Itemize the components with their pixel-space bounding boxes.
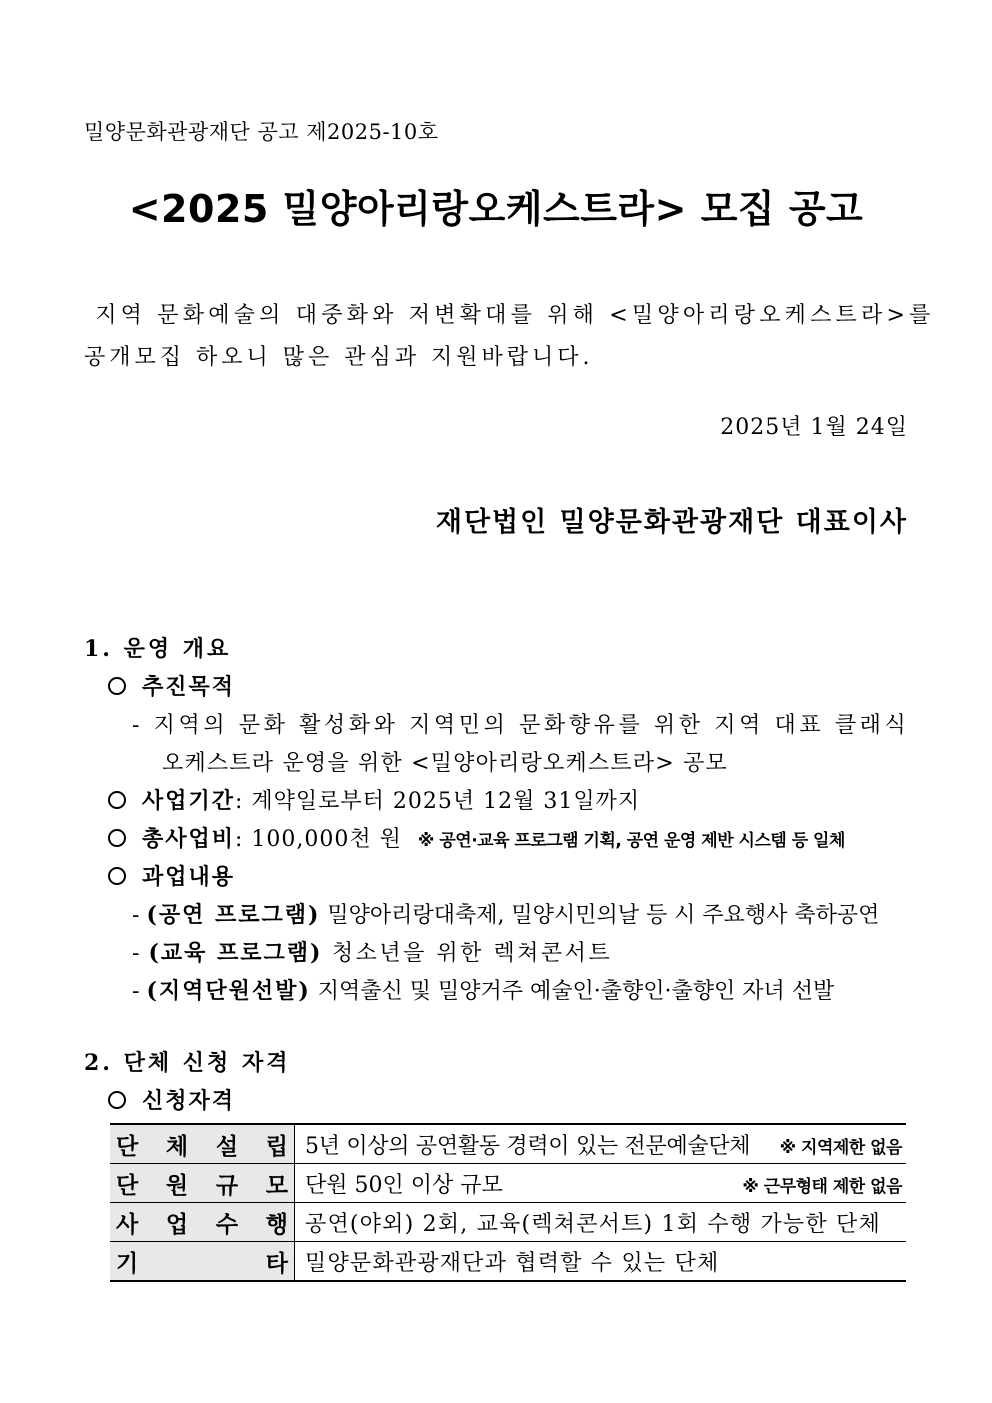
task-item-recruitment: - (지역단원선발) 지역출신 및 밀양거주 예술인·출향인·출향인 자녀 선발	[132, 978, 835, 1004]
row-value: 밀양문화관광재단과 협력할 수 있는 단체	[295, 1242, 907, 1282]
budget-note: ※ 공연·교육 프로그램 기획, 공연 운영 제반 시스템 등 일체	[417, 831, 845, 851]
purpose-text-line2: 오케스트라 운영을 위한 <밀양아리랑오케스트라> 공모	[162, 751, 728, 776]
purpose-label: 추진목적	[142, 674, 236, 700]
intro-text-line1: 지역 문화예술의 대중화와 저변확대를 위해 <밀양아리랑오케스트라>를	[95, 303, 935, 328]
purpose-text-line1: - 지역의 문화 활성화와 지역민의 문화향유를 위한 지역 대표 클래식	[132, 713, 910, 738]
budget-value: : 100,000천 원	[235, 827, 402, 852]
table-row	[110, 1164, 906, 1203]
period-value: : 계약일로부터 2025년 12월 31일까지	[235, 789, 641, 814]
circle-bullet-icon	[108, 1091, 126, 1109]
row-value: 5년 이상의 공연활동 경력이 있는 전문예술단체 ※ 지역제한 없음	[295, 1124, 907, 1164]
table-row	[110, 1242, 906, 1282]
notice-date: 2025년 1월 24일	[720, 415, 908, 440]
page-title: <2025 밀양아리랑오케스트라> 모집 공고	[128, 187, 864, 231]
circle-bullet-icon	[108, 867, 126, 885]
row-label: 단 체 설 립	[110, 1124, 295, 1164]
task-item-performance: - (공연 프로그램) 밀양아리랑대축제, 밀양시민의날 등 시 주요행사 축하공연	[132, 902, 880, 928]
bullet-qualification	[108, 1084, 235, 1115]
bullet-purpose	[108, 670, 235, 701]
issuer-name: 재단법인 밀양문화관광재단 대표이사	[435, 507, 908, 538]
bullet-tasks	[108, 860, 235, 891]
qualification-table	[110, 1123, 906, 1282]
section-heading-overview: 1. 운영 개요	[84, 636, 232, 662]
period-label: 사업기간	[142, 788, 236, 814]
circle-bullet-icon	[108, 791, 126, 809]
budget-label: 총사업비	[142, 826, 236, 852]
row-value: 공연(야외) 2회, 교육(렉쳐콘서트) 1회 수행 가능한 단체	[295, 1203, 907, 1242]
intro-text-line2: 공개모집 하오니 많은 관심과 지원바랍니다.	[84, 345, 594, 370]
qualification-label: 신청자격	[142, 1088, 236, 1114]
circle-bullet-icon	[108, 829, 126, 847]
row-label: 사 업 수 행	[110, 1203, 295, 1242]
bullet-budget	[108, 822, 845, 853]
row-value: 단원 50인 이상 규모 ※ 근무형태 제한 없음	[295, 1164, 907, 1203]
bullet-period	[108, 784, 640, 815]
row-label: 단 원 규 모	[110, 1164, 295, 1203]
table-row	[110, 1203, 906, 1242]
table-row	[110, 1124, 906, 1164]
tasks-label: 과업내용	[142, 864, 236, 890]
row-label: 기 타	[110, 1242, 295, 1282]
section-heading-qualification: 2. 단체 신청 자격	[84, 1050, 291, 1076]
notice-number: 밀양문화관광재단 공고 제2025-10호	[84, 120, 439, 144]
task-item-education: - (교육 프로그램) 청소년을 위한 렉쳐콘서트	[132, 940, 613, 966]
circle-bullet-icon	[108, 677, 126, 695]
